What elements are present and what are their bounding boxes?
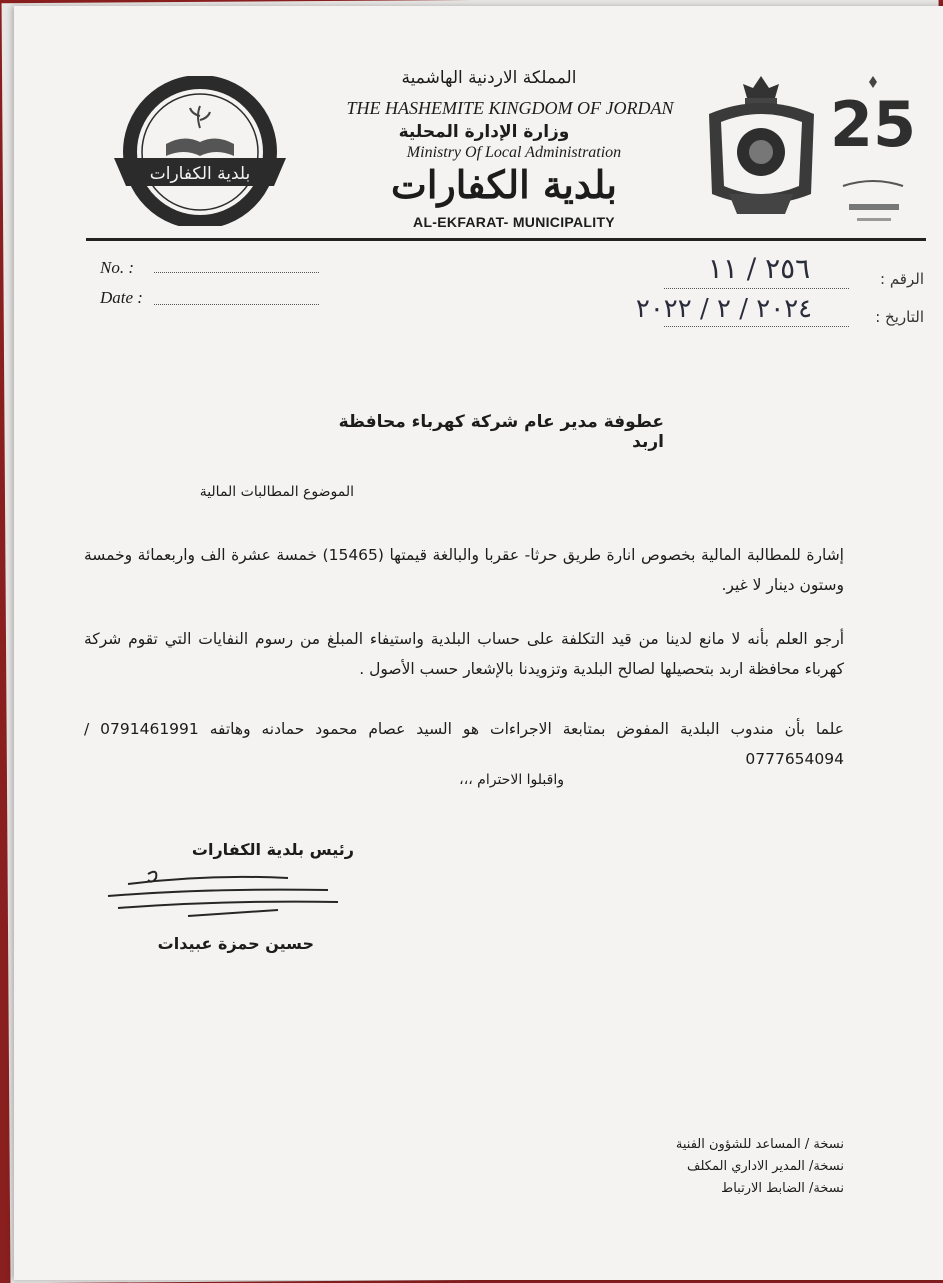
number-line-en (154, 272, 319, 273)
copy-recipient-3: نسخة/ الضابط الارتباط (721, 1181, 844, 1196)
reference-date-handwritten: ٢٠٢٤ / ٢ / ٢٠٢٢ (635, 294, 813, 324)
kingdom-title-ar: المملكة الاردنية الهاشمية (401, 68, 577, 88)
body-paragraph-2: أرجو العلم بأنه لا مانع لدينا من قيد التكلفة على حساب البلدية واستيفاء المبلغ من رسوم النفايات التي تقوم شركة كهرباء محافظة اربد بتحصيلها لصالح البلدية وتزويدنا بالإشعار حسب الأصول . (84, 630, 844, 678)
date-line-ar (664, 326, 849, 327)
logo-banner-text: بلدية الكفارات (149, 164, 251, 184)
reference-number-handwritten: ٢٥٦ / ١١ (707, 252, 811, 285)
number-line-ar (664, 288, 849, 289)
closing-line: واقبلوا الاحترام ،،، (459, 772, 564, 788)
number-label-en: No. : (100, 258, 134, 277)
municipality-title-ar: بلدية الكفارات (391, 162, 617, 207)
signatory-title: رئيس بلدية الكفارات (191, 840, 354, 859)
addressee: عطوفة مدير عام شركة كهرباء محافظة اربد (338, 412, 664, 452)
body-paragraph-1: إشارة للمطالبة المالية بخصوص انارة طريق حرثا- عقربا والبالغة قيمتها (15465) خمسة عشرة الف واربعمائة وخمسة وستون دينار لا غير. (84, 546, 844, 594)
kingdom-title-en: THE HASHEMITE KINGDOM OF JORDAN (346, 98, 674, 118)
handwritten-signature (88, 866, 348, 926)
municipality-title-en: AL-EKFARAT- MUNICIPALITY (413, 214, 615, 230)
date-label-ar: التاريخ : (875, 308, 924, 326)
jubilee-25-logo (829, 76, 919, 246)
header-divider (86, 238, 926, 241)
body-paragraph-3: علما بأن مندوب البلدية المفوض بمتابعة الاجراءات هو السيد عصام محمود حمادنه وهاتفه 0791461991 / 0777654094 (84, 720, 844, 768)
copy-recipient-2: نسخة/ المدير الاداري المكلف (687, 1159, 844, 1174)
date-line-en (154, 304, 319, 305)
copy-recipient-1: نسخة / المساعد للشؤون الفنية (675, 1137, 844, 1152)
municipality-logo (106, 76, 294, 226)
jubilee-number: 25 (829, 88, 917, 161)
signatory-name: حسين حمزة عبيدات (157, 934, 314, 953)
ministry-title-en: Ministry Of Local Administration (406, 144, 622, 161)
ministry-title-ar: وزارة الإدارة المحلية (398, 122, 570, 142)
letter-page (14, 6, 943, 1280)
date-label-en: Date : (100, 288, 143, 307)
royal-crest-emblem (699, 74, 824, 224)
subject-line: الموضوع المطالبات المالية (199, 484, 354, 500)
number-label-ar: الرقم : (880, 270, 924, 288)
